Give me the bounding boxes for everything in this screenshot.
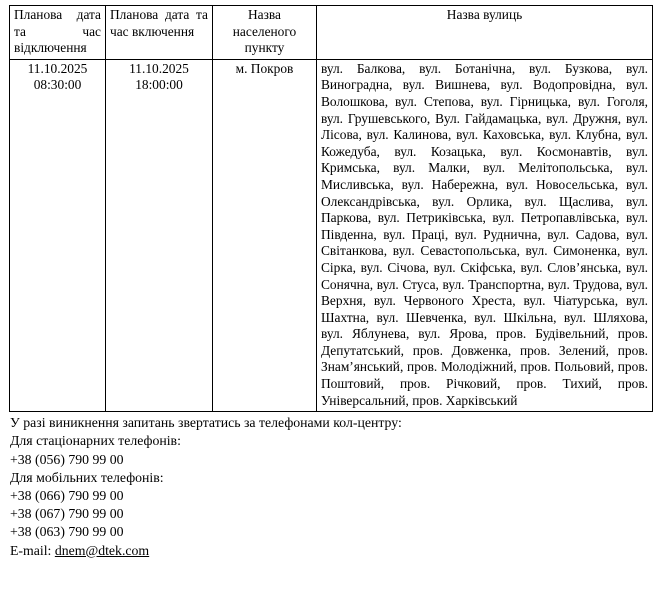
column-header-streets: Назва вулиць <box>317 6 653 60</box>
table-row <box>10 59 653 411</box>
email-label: E-mail: <box>10 542 52 558</box>
disconnect-date: 11.10.2025 <box>27 60 88 76</box>
disconnect-datetime-cell <box>10 59 106 411</box>
contact-intro-text: У разі виникнення запитань звертатись за телефонами кол-центру: <box>10 415 402 431</box>
disconnect-time: 08:30:00 <box>33 77 82 93</box>
settlement-cell: м. Покров <box>213 59 317 411</box>
outage-schedule-table <box>9 5 653 412</box>
landline-phone-number: +38 (056) 790 99 00 <box>10 451 124 467</box>
mobile-phone-number: +38 (066) 790 99 00 <box>10 488 124 504</box>
email-line <box>10 542 652 560</box>
reconnect-time: 18:00:00 <box>135 77 183 93</box>
mobile-phone-number: +38 (067) 790 99 00 <box>10 506 124 522</box>
reconnect-datetime-cell <box>106 59 213 411</box>
column-header-disconnect-datetime: Планова дата та час відключення <box>10 6 106 60</box>
mobile-phone-number: +38 (063) 790 99 00 <box>10 524 124 540</box>
column-header-settlement: Назва населеного пункту <box>213 6 317 60</box>
contact-info-section <box>9 412 652 560</box>
landline-label: Для стаціонарних телефонів: <box>10 433 181 449</box>
email-link[interactable]: dnem@dtek.com <box>54 542 150 558</box>
mobile-label: Для мобільних телефонів: <box>10 469 164 485</box>
table-header-row <box>10 6 653 60</box>
column-header-reconnect-datetime: Планова дата та час включення <box>106 6 213 60</box>
reconnect-date: 11.10.2025 <box>129 60 189 76</box>
streets-list-cell: вул. Балкова, вул. Ботанічна, вул. Бузкова, вул. Виноградна, вул. Вишнева, вул. Водопровідна, вул. Волошкова, вул. Степова, вул. Гірницька, вул. Гоголя, вул. Грушевського, Вул. Гайдамацька, вул. Дружня, вул. Лісова, вул. Калинова, вул. Каховська, вул. Клубна, вул. Кожедуба, вул. Козацька, вул. Космонавтів, вул. Кримська, вул. Малки, вул. Мелітопольська, вул. Мисливська, вул. Набережна, вул. Новосельська, вул. Олександрівська, вул. Орлика, вул. Щаслива, вул. Паркова, вул. Петриківська, вул. Петропавлівська, вул. Південна, вул. Праці, вул. Руднична, вул. Садова, вул. Світанкова, вул. Севастопольська, вул. Симоненка, вул. Сірка, вул. Січова, вул. Скіфська, вул. Слов’янська, вул. Сонячна, вул. Стуса, вул. Транспортна, вул. Трудова, вул. Верхня, вул. Червоного Хреста, вул. Чіатурська, вул. Шахтна, вул. Шевченка, вул. Шкільна, вул. Шляхова, вул. Яблунева, вул. Ярова, пров. Будівельний, пров. Депутатський, пров. Довженка, пров. Зелений, пров. Знам’янський, пров. Молодіжний, пров. Польовий, пров. Поштовий, пров. Річковий, пров. Тихий, пров. Універсальний, пров. Харківський <box>317 59 653 411</box>
